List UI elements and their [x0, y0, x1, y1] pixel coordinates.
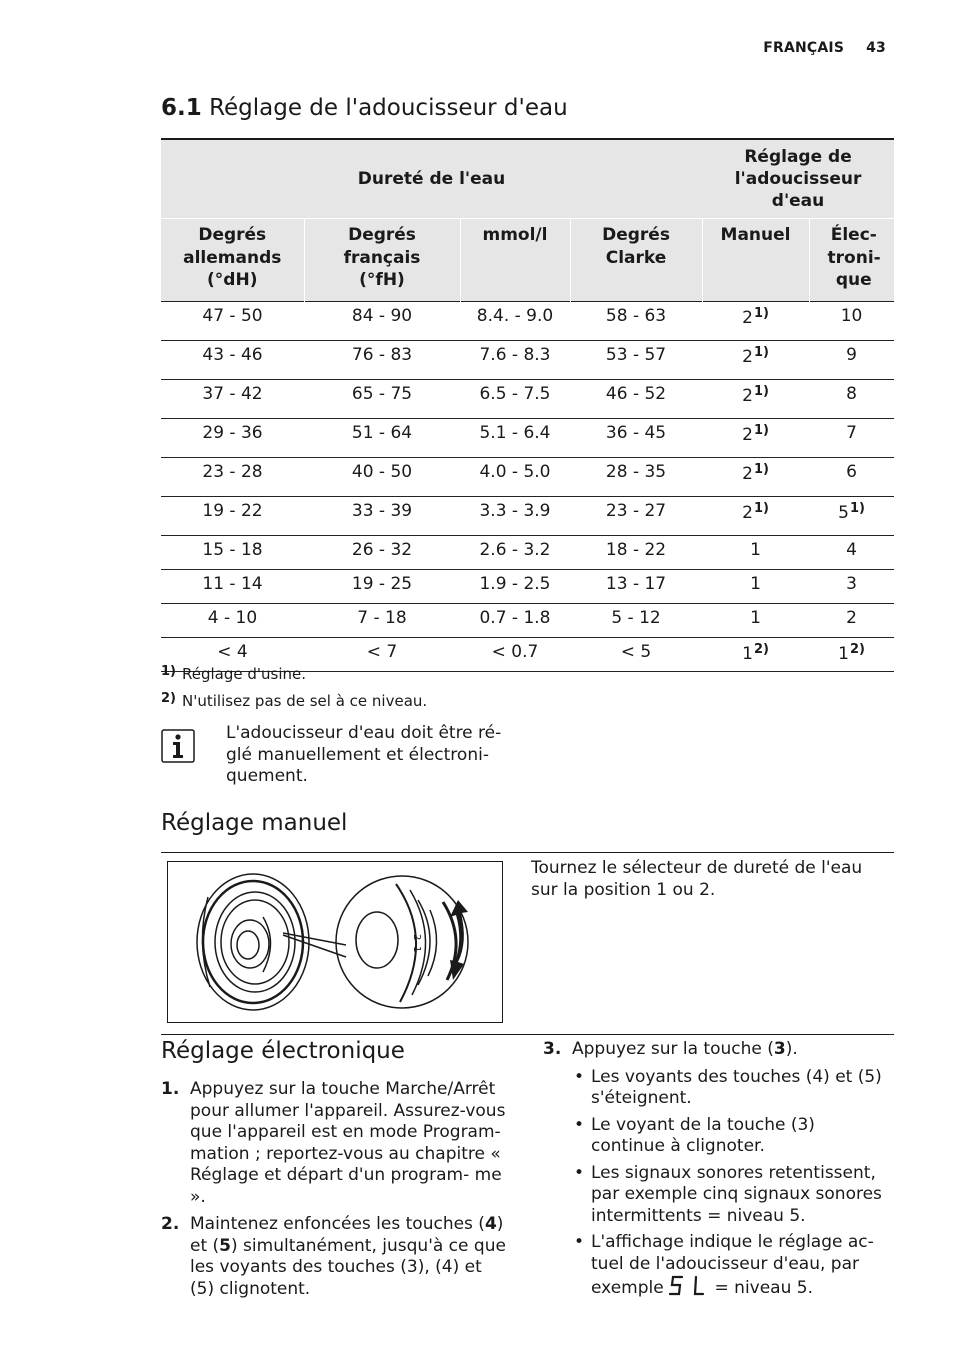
- footnote-ref: 2): [849, 642, 865, 657]
- table-cell: 7: [809, 419, 894, 458]
- table-cell: < 7: [304, 638, 460, 672]
- table-cell: 2.6 - 3.2: [460, 536, 570, 570]
- table-cell: 2: [809, 604, 894, 638]
- table-cell: 6.5 - 7.5: [460, 380, 570, 419]
- divider: [161, 1034, 894, 1035]
- table-cell: 4 - 10: [161, 604, 304, 638]
- table-cell: 1: [702, 604, 809, 638]
- table-cell: 33 - 39: [304, 497, 460, 536]
- footnote-ref: 1): [753, 501, 769, 516]
- table-cell: 26 - 32: [304, 536, 460, 570]
- table-cell: 8.4. - 9.0: [460, 302, 570, 341]
- col-header: Degrés allemands (°dH): [161, 219, 304, 302]
- page-header: [741, 40, 886, 56]
- table-cell: 40 - 50: [304, 458, 460, 497]
- manual-heading: Réglage manuel: [161, 810, 348, 836]
- info-icon: [161, 729, 195, 763]
- table-cell: 3.3 - 3.9: [460, 497, 570, 536]
- dial-illustration: [167, 861, 503, 1023]
- footnote-1: 1) Réglage d'usine.: [161, 664, 307, 683]
- step: 1. Appuyez sur la touche Marche/Arrêt pour allumer l'appareil. Assurez-vous que l'appareil est en mode Program- mation ; reportez-vous au chapitre « Réglage et départ d'un program- me ».: [161, 1079, 506, 1207]
- col-header: Degrés Clarke: [570, 219, 702, 302]
- table-cell: 43 - 46: [161, 341, 304, 380]
- table-row: [161, 497, 894, 536]
- table-cell: 76 - 83: [304, 341, 460, 380]
- header-section: FRANÇAIS: [763, 40, 845, 56]
- manual-instruction: Tournez le sélecteur de dureté de l'eau sur la position 1 ou 2.: [531, 858, 863, 900]
- table-cell: 9: [809, 341, 894, 380]
- table-cell: 84 - 90: [304, 302, 460, 341]
- table-cell: < 0.7: [460, 638, 570, 672]
- table-row: [161, 380, 894, 419]
- footnote-ref: 1): [753, 462, 769, 477]
- col-header: Manuel: [702, 219, 809, 302]
- table-cell: 37 - 42: [161, 380, 304, 419]
- table-cell: 10: [809, 302, 894, 341]
- table-cell: 23 - 28: [161, 458, 304, 497]
- table-cell: 47 - 50: [161, 302, 304, 341]
- table-cell: 6: [809, 458, 894, 497]
- table-row: [161, 419, 894, 458]
- table-cell: 1.9 - 2.5: [460, 570, 570, 604]
- section-number: 6.1: [161, 95, 202, 121]
- table-cell: 29 - 36: [161, 419, 304, 458]
- electronic-steps-left: [161, 1079, 506, 1306]
- table-cell: 1: [702, 570, 809, 604]
- table-row: [161, 458, 894, 497]
- table-row: [161, 570, 894, 604]
- footnote-ref: 1): [849, 501, 865, 516]
- table-cell: 0.7 - 1.8: [460, 604, 570, 638]
- footnote-ref: 2): [753, 642, 769, 657]
- display-readout-icon: [669, 1275, 709, 1297]
- bullet-item: • Les voyants des touches (4) et (5) s'éteignent.: [572, 1067, 894, 1110]
- section-title-text: Réglage de l'adoucisseur d'eau: [209, 95, 568, 121]
- bullet-item: • Le voyant de la touche (3) continue à clignoter.: [572, 1115, 894, 1158]
- info-note-text: L'adoucisseur d'eau doit être ré- glé manuellement et électroni- quement.: [226, 723, 502, 786]
- table-cell: < 5: [570, 638, 702, 672]
- table-cell: 58 - 63: [570, 302, 702, 341]
- dial-mark: 1: [411, 946, 422, 953]
- electronic-steps-right: [543, 1039, 894, 1306]
- table-cell: 2$^{1)}$: [702, 458, 809, 497]
- table-cell: 15 - 18: [161, 536, 304, 570]
- table-cell: 5.1 - 6.4: [460, 419, 570, 458]
- footnote-ref: 1): [753, 423, 769, 438]
- footnote-ref: 1): [753, 345, 769, 360]
- table-cell: 19 - 25: [304, 570, 460, 604]
- step-bullets: [572, 1067, 894, 1300]
- table-cell: 2$^{1)}$: [702, 419, 809, 458]
- step: 3. Appuyez sur la touche (3). • Les voyants des touches (4) et (5) s'éteignent. • Le voyant de la touche (3) continue à clignoter. • Les signaux sonores retentissent, par exemple cinq signaux sonores intermittents = niveau 5. • L'affichage indique le réglage ac- tuel de l'adoucisseur d'eau, par exemple = niveau 5.: [543, 1039, 894, 1300]
- table-cell: 18 - 22: [570, 536, 702, 570]
- table-cell: 1$^{2)}$: [702, 638, 809, 672]
- table-cell: < 4: [161, 638, 304, 672]
- table-cell: 1: [702, 536, 809, 570]
- bullet-item: • Les signaux sonores retentissent, par exemple cinq signaux sonores intermittents = niveau 5.: [572, 1163, 894, 1228]
- water-hardness-table: [161, 138, 894, 672]
- divider: [161, 852, 894, 853]
- table-cell: 36 - 45: [570, 419, 702, 458]
- table-cell: 8: [809, 380, 894, 419]
- table-cell: 65 - 75: [304, 380, 460, 419]
- group-header-hardness: Dureté de l'eau: [161, 139, 702, 219]
- table-cell: 2$^{1)}$: [702, 497, 809, 536]
- table-cell: 7.6 - 8.3: [460, 341, 570, 380]
- table-cell: 46 - 52: [570, 380, 702, 419]
- group-header-setting: Réglage de l'adoucisseur d'eau: [702, 139, 894, 219]
- footnote-ref: 1): [753, 384, 769, 399]
- table-cell: 53 - 57: [570, 341, 702, 380]
- table-cell: 2$^{1)}$: [702, 341, 809, 380]
- table-cell: 1$^{2)}$: [809, 638, 894, 672]
- water-hardness-dial-figure: [168, 862, 502, 1022]
- electronic-heading: Réglage électronique: [161, 1038, 405, 1064]
- table-cell: 11 - 14: [161, 570, 304, 604]
- page-number: 43: [866, 40, 886, 56]
- table-cell: 5 - 12: [570, 604, 702, 638]
- section-title: [161, 95, 568, 121]
- table-cell: 2$^{1)}$: [702, 380, 809, 419]
- table-cell: 2$^{1)}$: [702, 302, 809, 341]
- table-cell: 23 - 27: [570, 497, 702, 536]
- table-cell: 51 - 64: [304, 419, 460, 458]
- table-cell: 4.0 - 5.0: [460, 458, 570, 497]
- step: 2. Maintenez enfoncées les touches (4) et (5) simultanément, jusqu'à ce que les voyants des touches (3), (4) et (5) clignotent.: [161, 1214, 506, 1299]
- table-cell: 3: [809, 570, 894, 604]
- table-row: [161, 341, 894, 380]
- footnote-ref: 1): [753, 306, 769, 321]
- footnote-2: 2) N'utilisez pas de sel à ce niveau.: [161, 691, 428, 710]
- table-cell: 28 - 35: [570, 458, 702, 497]
- col-header: Degrés français (°fH): [304, 219, 460, 302]
- table-row: [161, 536, 894, 570]
- info-note: [161, 723, 521, 788]
- dial-mark: 2: [411, 934, 422, 941]
- table-cell: 19 - 22: [161, 497, 304, 536]
- col-header: Élec- troni- que: [809, 219, 894, 302]
- table-row: [161, 302, 894, 341]
- table-cell: 13 - 17: [570, 570, 702, 604]
- table-cell: 4: [809, 536, 894, 570]
- table-row: [161, 604, 894, 638]
- table-cell: 5$^{1)}$: [809, 497, 894, 536]
- bullet-item: • L'affichage indique le réglage ac- tuel de l'adoucisseur d'eau, par exemple = niveau 5.: [572, 1232, 894, 1300]
- table-cell: 7 - 18: [304, 604, 460, 638]
- col-header: mmol/l: [460, 219, 570, 302]
